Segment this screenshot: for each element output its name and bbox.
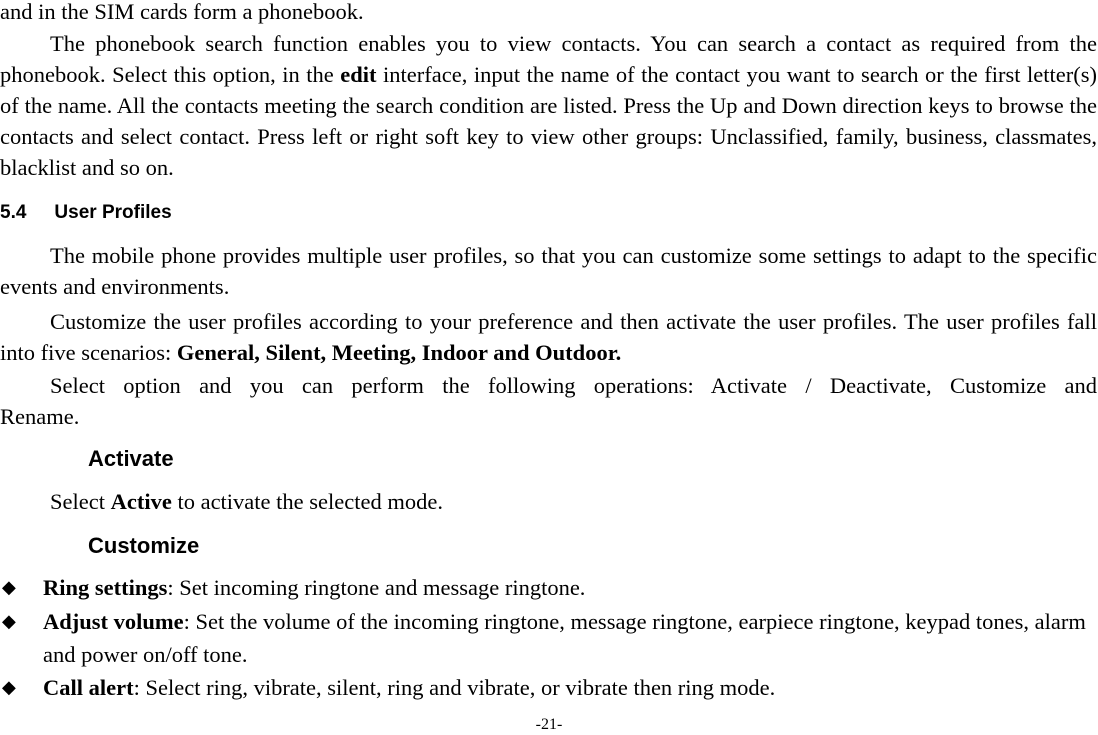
bold-text: Adjust volume <box>43 609 184 634</box>
subheading-activate: Activate <box>88 446 174 471</box>
list-item <box>0 605 1090 671</box>
diamond-bullet-icon: ◆ <box>2 611 16 631</box>
text: The phonebook search function enables you to view contacts. You can search a contact as required from the phonebook. Select this option, in the <box>0 31 1097 87</box>
text: Select <box>50 489 111 514</box>
text: to activate the selected mode. <box>171 489 443 514</box>
diamond-bullet-icon: ◆ <box>2 677 16 697</box>
subheading-customize: Customize <box>88 533 200 558</box>
page-number: -21- <box>535 716 563 733</box>
paragraph-search <box>0 28 1097 183</box>
text: interface, input the name of the contact you want to search or the first letter(s) of the name. All the contacts meeting the search condition are listed. Press the Up and Down direction keys to browse the contacts and select contact. Press left or right soft key to view other groups: Unclassified, family, business, classmates, blacklist and so on. <box>0 62 1097 180</box>
text: : Set incoming ringtone and message ringtone. <box>167 575 586 600</box>
paragraph: Select option and you can perform the following operations: Activate / Deactivate, Customize and Rename. <box>0 373 1097 429</box>
paragraph <box>0 306 1097 368</box>
bold-text: Ring settings <box>43 575 168 600</box>
text: Customize the user profiles according to your preference and then activate the user profiles. The user profiles fall into five scenarios: <box>0 309 1097 365</box>
paragraph: and in the SIM cards form a phonebook. <box>0 0 364 24</box>
section-number: 5.4 <box>0 202 27 223</box>
bold-text: Active <box>110 489 172 514</box>
text: : Select ring, vibrate, silent, ring and vibrate, or vibrate then ring mode. <box>133 675 776 700</box>
bold-text: edit <box>340 62 377 87</box>
bold-text: General, Silent, Meeting, Indoor and Outdoor. <box>176 340 622 365</box>
diamond-bullet-icon: ◆ <box>2 577 16 597</box>
paragraph <box>50 486 1050 517</box>
section-heading <box>0 202 172 224</box>
text: : Set the volume of the incoming ringtone, message ringtone, earpiece ringtone, keypad tones, alarm and power on/off tone. <box>43 609 1086 667</box>
list-item <box>0 571 1090 604</box>
section-title: User Profiles <box>54 202 172 223</box>
paragraph: The mobile phone provides multiple user profiles, so that you can customize some settings to adapt to the specific events and environments. <box>0 243 1097 299</box>
bold-text: Call alert <box>43 675 134 700</box>
list-item <box>0 671 1090 704</box>
